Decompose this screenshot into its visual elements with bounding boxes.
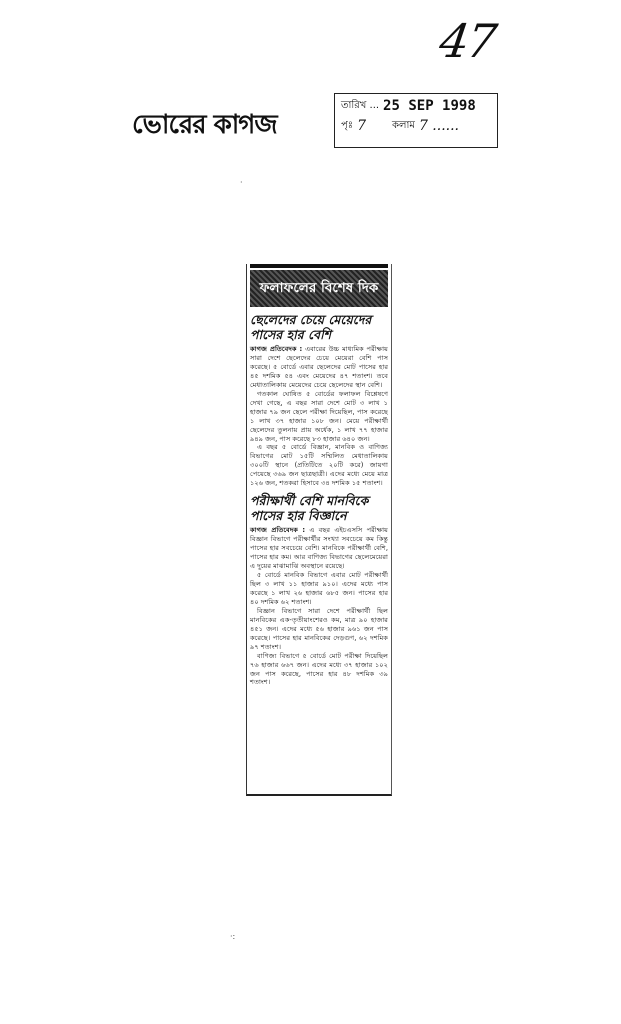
newspaper-masthead: ভোরের কাগজ	[132, 110, 277, 140]
article2-headline: পরীক্ষার্থী বেশি মানবিকে পাসের হার বিজ্ঞানে	[250, 493, 369, 524]
article1-paragraph: গতকাল ঘোষিত ৫ বোর্ডের ফলাফল বিশ্লেষণে দেখা গেছে, এ বছর সারা দেশে মোট ৩ লাখ ১ হাজার ৭৯ জন ছেলে পরীক্ষা দিয়েছিল, পাস করেছে ১ লাখ ৩৭ হাজার ১০৮ জন। মেয়ে পরীক্ষার্থী ছেলেদের তুলনায় প্রায় অর্ধেক, ১ লাখ ৭৭ হাজার ৯৪৯ জন, পাস করেছে ৮৩ হাজার ৬৪০ জন।	[250, 389, 388, 443]
clipping-date-stamp	[334, 93, 498, 148]
stamp-page-row	[341, 116, 491, 136]
article1-headline: ছেলেদের চেয়ে মেয়েদের পাসের হার বেশি	[250, 312, 372, 342]
article2-paragraph	[250, 526, 388, 571]
article2-paragraph-text: এ বছর এইচএসসি পরীক্ষায় বিজ্ঞান বিভাগে পরীক্ষার্থীর সংখ্যা সবচেয়ে কম কিন্তু পাসের হার সবচেয়ে বেশি। মানবিকে পরীক্ষার্থী বেশি, পাসের হার কম। আর বাণিজ্য বিভাগের ছেলেমেয়েরা এ দুয়ের মাঝামাঝি অবস্থানে রয়েছে।	[250, 526, 388, 571]
article1-paragraph-text: এবারের উচ্চ মাধ্যমিক পরীক্ষায় সারা দেশে ছেলেদের চেয়ে মেয়েরা বেশি পাস করেছে। ৫ বোর্ডে এবার ছেলেদের মোট পাসের হার ৪৫ দশমিক ৫৪ এবং মেয়েদের ৪৭ শতাংশ। তবে মেধাতালিকায় মেয়েদের চেয়ে ছেলেদের স্থান বেশি।	[250, 345, 388, 389]
newspaper-clipping	[246, 264, 392, 796]
article2-paragraph: ৫ বোর্ডে মানবিক বিভাগে এবার মোট পরীক্ষার্থী ছিল ৩ লাখ ১১ হাজার ৯১০। এদের মধ্যে পাস করেছে ১ লাখ ২৬ হাজার ৬৮৫ জন। পাসের হার ৪০ দশমিক ৬২ শতাংশ।	[250, 571, 388, 606]
article2-byline: কাগজ প্রতিবেদক :	[250, 526, 306, 535]
stamp-date-row	[341, 96, 491, 116]
clipping-banner: ফলাফলের বিশেষ দিক	[250, 270, 388, 307]
handwritten-page-number: 47	[436, 14, 499, 68]
stamp-column-value: 7 ......	[418, 118, 460, 134]
stamp-date-label: তারিখ ...	[341, 100, 380, 111]
stamp-date-value: 25 SEP 1998	[383, 98, 476, 114]
article2-paragraph: বাণিজ্য বিভাগে ৫ বোর্ডে মোট পরীক্ষা দিয়েছিল ৭৬ হাজার ৬৬৭ জন। এদের মধ্যে ৩৭ হাজার ১০২ জন পাস করেছে, পাসের হার ৪৮ দশমিক ৩৯ শতাংশ।	[250, 651, 388, 687]
stamp-column-label: কলাম	[392, 120, 415, 131]
scan-speck: ·:	[230, 932, 236, 941]
article1-paragraph: এ বছর ৫ বোর্ডে বিজ্ঞান, মানবিক ও বাণিজ্য বিভাগের মোট ১৫টি সম্মিলিত মেধাতালিকায় ৩০০টি স্থানে (প্রতিটিতে ২০টি করে) জায়গা পেয়েছে ৩৬৯ জন ছাত্রছাত্রী। এদের মধ্যে মেয়ে মাত্র ১২৬ জন, শতকরা হিসাবে ৩৪ দশমিক ১৫ শতাংশ।	[250, 443, 388, 488]
article1-byline: কাগজ প্রতিবেদক :	[250, 345, 303, 353]
stamp-page-label: পৃঃ	[341, 120, 354, 131]
stamp-page-value: 7	[357, 118, 367, 134]
article1-paragraph	[250, 345, 388, 390]
article2-paragraph: বিজ্ঞান বিভাগে সারা দেশে পরীক্ষার্থী ছিল মানবিকের এক-তৃতীয়াংশেরও কম, মাত্র ৯০ হাজার ৪৫১ জন। এদের মধ্যে ৫৬ হাজার ৯৬১ জন পাস করেছে। পাসের হার মানবিকের দেড়গুণ, ৬২ দশমিক ৯৭ শতাংশ।	[250, 606, 388, 651]
scan-speck: ·	[240, 178, 243, 187]
banner-rule	[250, 264, 388, 268]
